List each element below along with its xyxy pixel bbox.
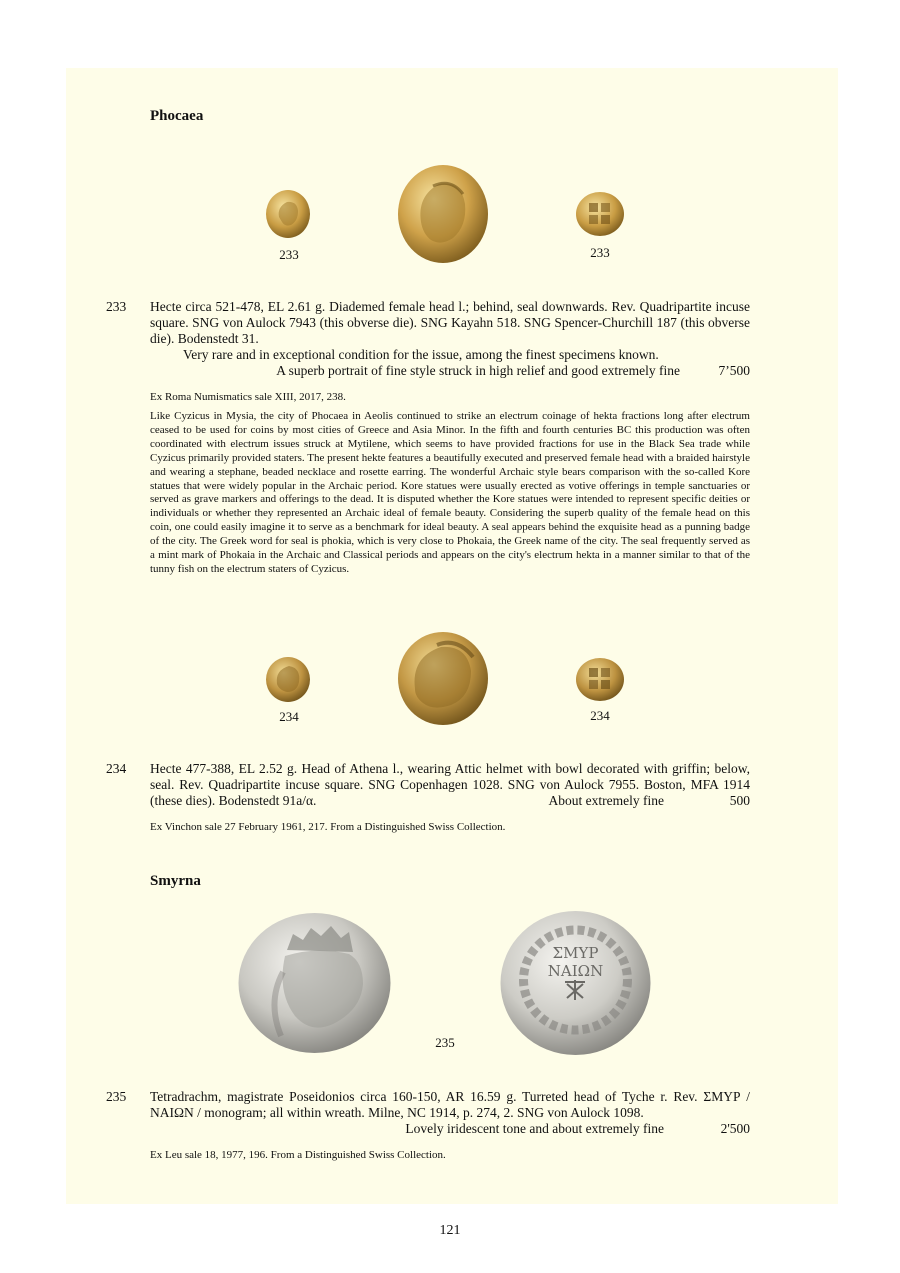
lot-description: Hecte 477-388, EL 2.52 g. Head of Athena l., wearing Attic helmet with bowl decorated with griffin; below, seal. Rev. Quadripartite incuse square. SNG Copenhagen 1028. SNG von Aulock 7955. Boston, MFA 1914 (these dies). Bodenstedt 91a/α.: [150, 761, 750, 808]
reverse-legend-line1: ΣΜΥΡ: [552, 944, 599, 962]
section-title-smyrna: Smyrna: [150, 873, 201, 889]
coin-235-reverse: [499, 910, 652, 1056]
coin-234-obverse-small: [265, 656, 311, 703]
lot-description: Tetradrachm, magistrate Poseidonios circa 160-150, AR 16.59 g. Turreted head of Tyche r. Rev. ΣΜΥΡ / ΝΑΙΩΝ / monogram; all within wreath. Milne, NC 1914, p. 274, 2. SNG von Aulock 1098.: [150, 1089, 750, 1120]
lot-number: 233: [106, 299, 127, 314]
coin-233-obverse-enlarged: [397, 164, 489, 264]
lot-provenance: Ex Leu sale 18, 1977, 196. From a Distinguished Swiss Collection.: [150, 1149, 446, 1161]
lot-grade: About extremely fine: [548, 793, 664, 808]
coin-caption: 233: [279, 247, 299, 262]
coin-233-reverse: [575, 191, 625, 237]
section-title-phocaea: Phocaea: [150, 108, 204, 124]
coin-caption: 233: [590, 245, 610, 260]
lot-number: 235: [106, 1089, 127, 1104]
lot-grade: Lovely iridescent tone and about extremely fine: [405, 1121, 664, 1136]
reverse-legend-line2: ΝΑΙΩΝ: [547, 962, 604, 980]
lot-price: 7’500: [718, 363, 750, 378]
lot-provenance: Ex Roma Numismatics sale XIII, 2017, 238.: [150, 391, 346, 403]
lot-grade: A superb portrait of fine style struck in high relief and good extremely fine: [276, 363, 680, 378]
lot-price: 500: [729, 793, 750, 808]
coin-234-obverse-enlarged: [397, 631, 489, 726]
lot-note: Like Cyzicus in Mysia, the city of Phocaea in Aeolis continued to strike an electrum coinage of hekta fractions long after electrum ceased to be used for coins by most cities of Greece and Asia Minor. In the fifth and fourth centuries BC this production was often coordinated with electrum issues struck at Mytilene, which seems to have provided fractions for use in the Black Sea trade while Cyzicus primarily provided staters. The present hekte features a beautifully executed and preserved female head with a braided hairstyle and wearing a stephane, beaded necklace and rosette earring. The wonderful Archaic style bears comparison with the so-called Kore statues that were widely popular in the Archaic period. Kore statues were usually erected as votive offerings in temple sanctuaries or served as grave markers and offerings to the dead. It is disputed whether the Kore statues were intended to represent specific deities or individuals or whether they represented an Archaic ideal of female beauty. Considering the superb quality of the female head on this coin, one could easily imagine it to serve as a benchmark for ideal beauty. A seal appears behind the exquisite head as a punning badge of the city. The Greek word for seal is phokia, which is very close to Phokaia, the Greek name of the city. The seal frequently served as a mint mark of Phokaia in the Archaic and Classical periods and appears on the city's electrum hekta in a manner similar to that of the tunny fish on the electrum staters of Cyzicus.: [150, 410, 750, 575]
lot-number: 234: [106, 761, 127, 776]
coin-233-obverse-small: [265, 189, 311, 239]
lot-provenance: Ex Vinchon sale 27 February 1961, 217. From a Distinguished Swiss Collection.: [150, 821, 506, 833]
coin-caption: 234: [279, 709, 299, 724]
coin-234-reverse: [575, 657, 625, 702]
lot-price: 2'500: [720, 1121, 750, 1136]
coin-caption: 234: [590, 708, 610, 723]
lot-description: Hecte circa 521-478, EL 2.61 g. Diademed female head l.; behind, seal downwards. Rev. Quadripartite incuse square. SNG von Aulock 7943 (this obverse die). SNG Kayahn 518. SNG Spencer-Churchill 187 (this obverse die). Bodenstedt 31.: [150, 299, 750, 346]
coin-caption: 235: [435, 1035, 455, 1050]
lot-remark: Very rare and in exceptional condition for the issue, among the finest specimens known.: [183, 347, 659, 362]
page-number: 121: [439, 1223, 461, 1238]
coin-235-obverse: [237, 912, 392, 1054]
